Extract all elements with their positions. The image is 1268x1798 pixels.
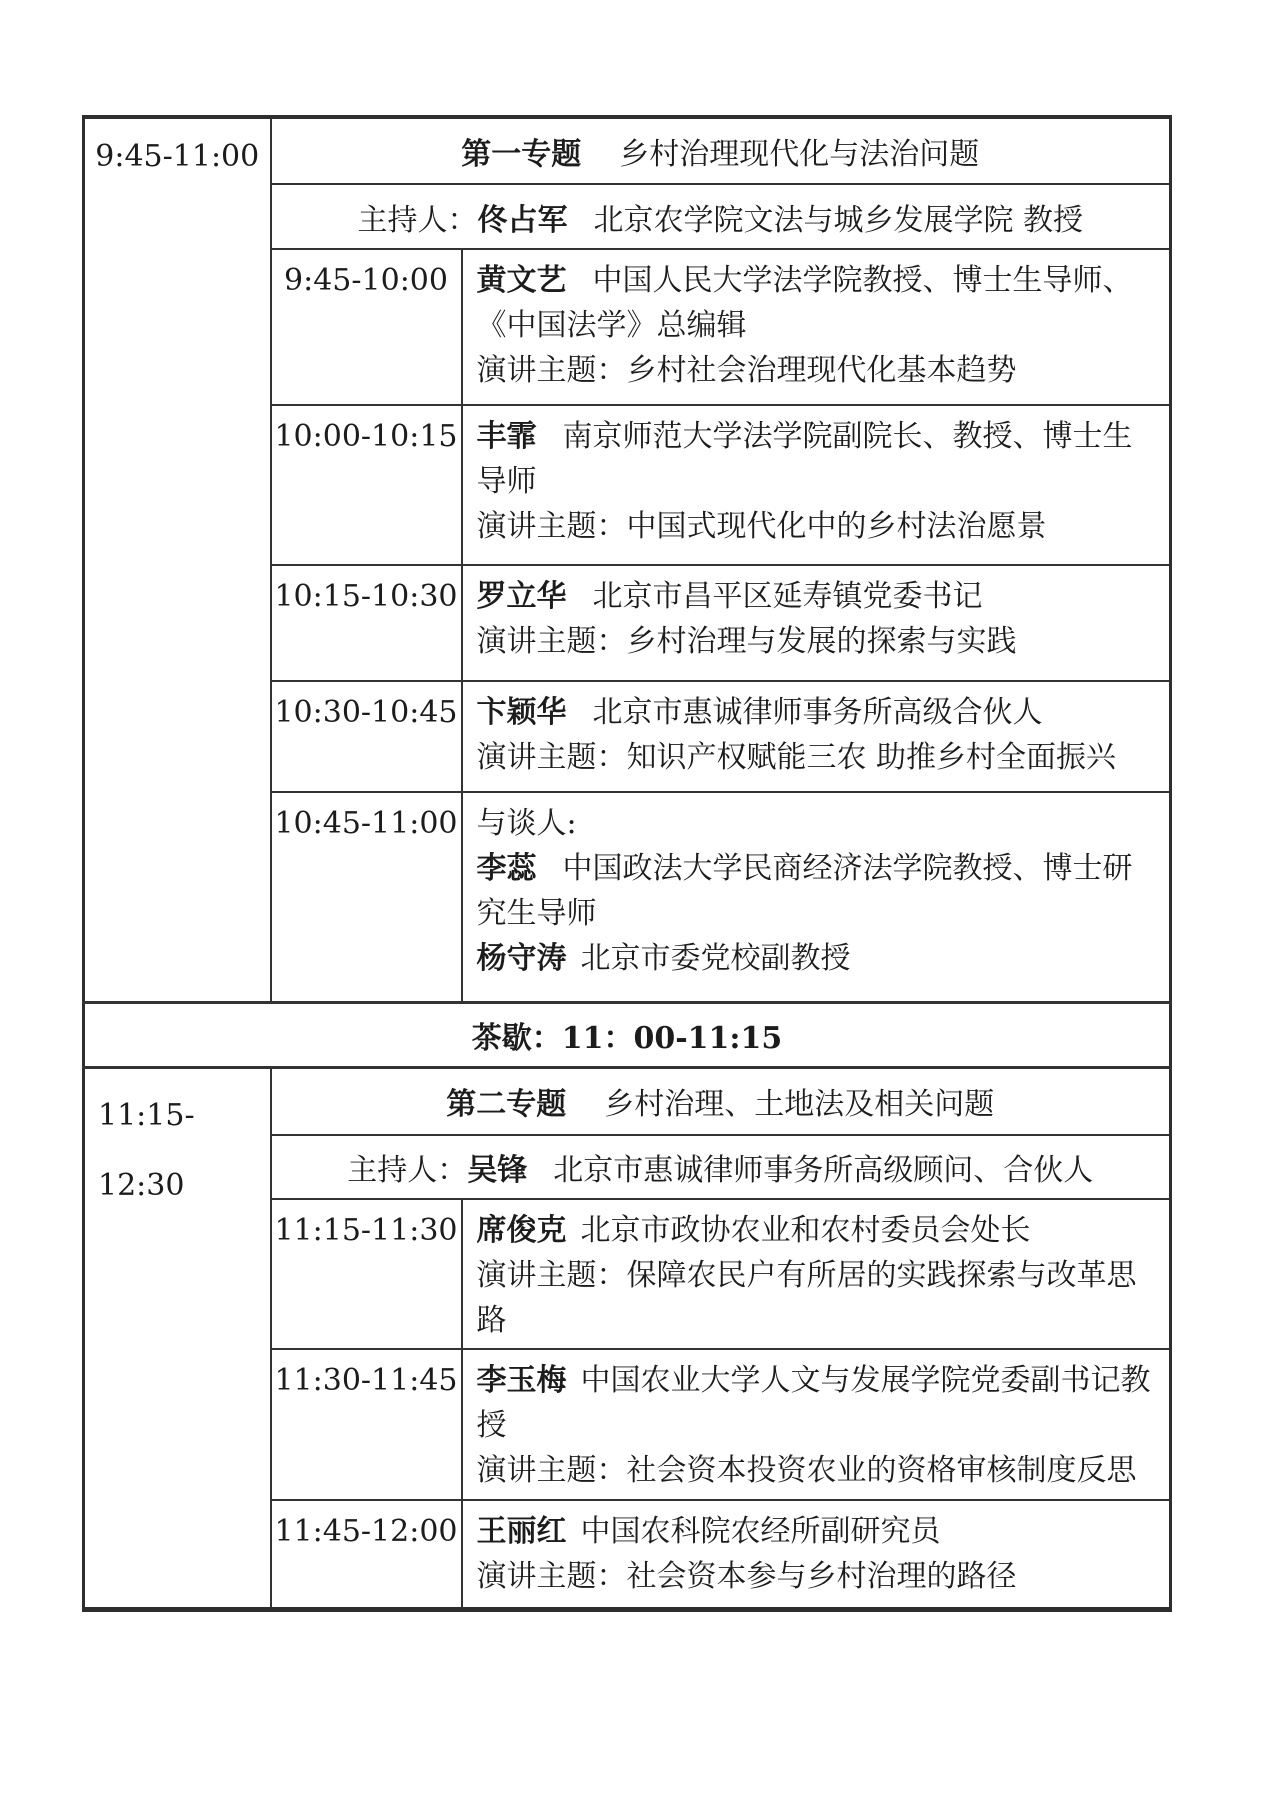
session1-block-time: 9:45-11:00 [95, 139, 260, 174]
time-cell: 9:45-10:00 [271, 249, 462, 405]
speaker-name: 丰霏 [476, 419, 537, 454]
speaker-affiliation: 中国人民大学法学院教授、博士生导师、《中国法学》总编辑 [476, 263, 1133, 343]
host-affiliation: 北京市惠诚律师事务所高级顾问、合伙人 [553, 1153, 1094, 1188]
speaker-line [477, 1358, 1157, 1448]
time-cell: 10:15-10:30 [271, 565, 462, 681]
speaker-affiliation: 中国农业大学人文与发展学院党委副书记教授 [476, 1363, 1151, 1443]
talk-cell [462, 1199, 1171, 1349]
time-cell: 11:15-11:30 [271, 1199, 462, 1349]
talk-topic: 演讲主题：社会资本参与乡村治理的路径 [476, 1559, 1017, 1594]
session1-host-row [271, 184, 1171, 249]
talk-cell [462, 249, 1171, 405]
discussants-lead: 与谈人: [476, 806, 577, 841]
talk-topic: 演讲主题：社会资本投资农业的资格审核制度反思 [476, 1453, 1137, 1488]
talk-cell [462, 1349, 1171, 1500]
speaker-line [477, 936, 1157, 981]
talk-cell [462, 405, 1171, 565]
tea-break-row: 茶歇：11：00-11:15 [84, 1002, 1171, 1067]
speaker-line [477, 414, 1157, 504]
speaker-affiliation: 北京市政协农业和农村委员会处长 [580, 1213, 1031, 1248]
talk-topic: 演讲主题：知识产权赋能三农 助推乡村全面振兴 [476, 740, 1117, 775]
talk-cell [462, 681, 1171, 792]
session2-host-row [271, 1135, 1171, 1199]
talk-cell [462, 565, 1171, 681]
talk-topic: 演讲主题：保障农民户有所居的实践探索与改革思路 [476, 1258, 1137, 1338]
speaker-line [477, 1208, 1157, 1253]
speaker-line [477, 690, 1157, 735]
host-name: 吴锋 [467, 1153, 528, 1188]
session1-topic-label: 第一专题 [461, 137, 582, 172]
speaker-line [477, 846, 1157, 936]
schedule-table [82, 115, 1172, 1612]
speaker-name: 杨守涛 [476, 941, 567, 976]
speaker-affiliation: 北京市惠诚律师事务所高级合伙人 [592, 695, 1043, 730]
speaker-name: 卞颖华 [476, 695, 567, 730]
time-cell: 10:45-11:00 [271, 792, 462, 1002]
session2-header-row [271, 1067, 1171, 1135]
host-affiliation: 北京农学院文法与城乡发展学院 教授 [593, 202, 1084, 238]
speaker-name: 李玉梅 [476, 1363, 567, 1398]
session1-block-time-cell [84, 117, 271, 1002]
session1-header-row [271, 117, 1171, 184]
speaker-name: 罗立华 [476, 579, 567, 614]
session2-block-time-line2: 12:30 [98, 1167, 185, 1203]
host-name: 佟占军 [477, 202, 568, 238]
speaker-line [477, 258, 1157, 348]
talk-topic: 演讲主题：乡村社会治理现代化基本趋势 [476, 353, 1017, 388]
talk-topic: 演讲主题：中国式现代化中的乡村法治愿景 [476, 509, 1047, 544]
host-label: 主持人： [357, 202, 478, 238]
session2-block-time-cell [84, 1067, 271, 1609]
speaker-affiliation: 中国农科院农经所副研究员 [580, 1514, 941, 1549]
session2-topic-label: 第二专题 [446, 1087, 567, 1123]
session1-topic-title: 乡村治理现代化与法治问题 [619, 137, 980, 172]
speaker-affiliation: 南京师范大学法学院副院长、教授、博士生导师 [476, 419, 1133, 499]
talk-topic: 演讲主题：乡村治理与发展的探索与实践 [476, 624, 1017, 659]
speaker-line [477, 1509, 1157, 1554]
speaker-name: 王丽红 [476, 1514, 567, 1549]
talk-cell [462, 1500, 1171, 1609]
discussants-cell [462, 792, 1171, 1002]
time-cell: 11:45-12:00 [271, 1500, 462, 1609]
host-label: 主持人： [347, 1153, 468, 1188]
speaker-affiliation: 中国政法大学民商经济法学院教授、博士研究生导师 [476, 851, 1133, 931]
time-cell: 10:00-10:15 [271, 405, 462, 565]
speaker-name: 李蕊 [476, 851, 537, 886]
speaker-name: 黄文艺 [476, 263, 567, 298]
speaker-affiliation: 北京市昌平区延寿镇党委书记 [592, 579, 983, 614]
speaker-affiliation: 北京市委党校副教授 [580, 941, 851, 976]
time-cell: 11:30-11:45 [271, 1349, 462, 1500]
speaker-name: 席俊克 [476, 1213, 567, 1248]
time-cell: 10:30-10:45 [271, 681, 462, 792]
session2-block-time-line1: 11:15- [98, 1097, 195, 1133]
session2-topic-title: 乡村治理、土地法及相关问题 [604, 1087, 995, 1123]
speaker-line [477, 574, 1157, 619]
